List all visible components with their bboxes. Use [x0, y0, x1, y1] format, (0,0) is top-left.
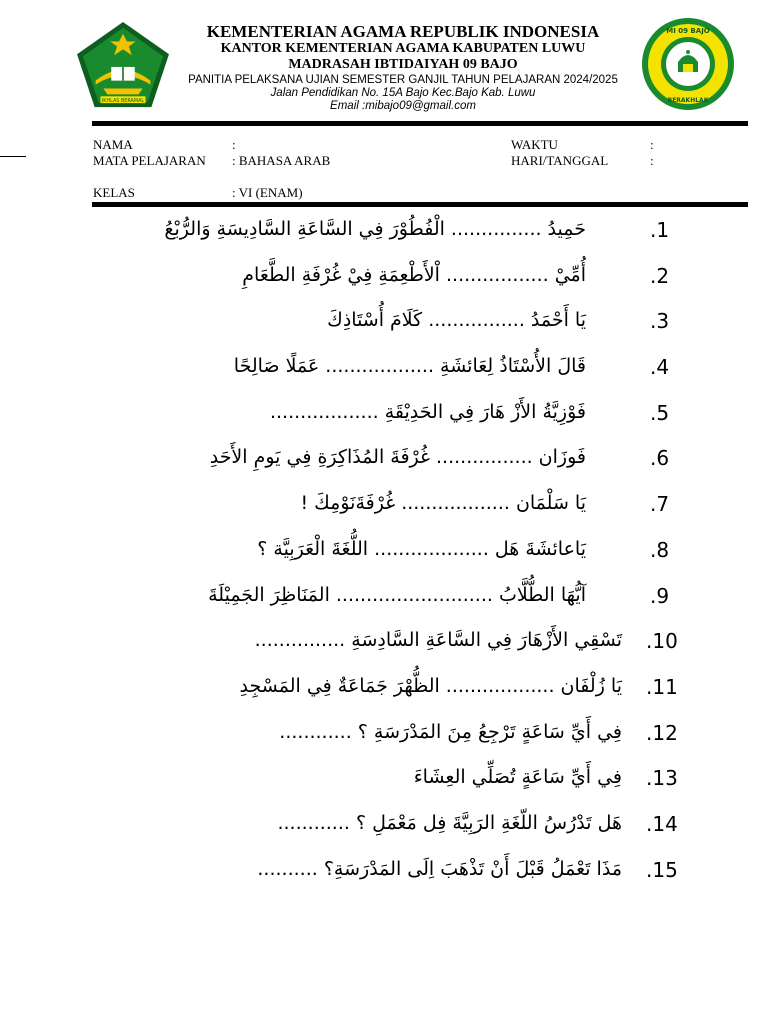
question-text: تَسْقِي الأَزْهَارَ فِي السَّاعَةِ السَّادِسَةِ ...............	[254, 629, 622, 652]
subject-value: : BAHASA ARAB	[232, 153, 331, 168]
question-text: فِي أَيِّ سَاعَةٍ تَرْجِعُ مِنَ المَدْرَسَةِ ؟ ............	[279, 720, 622, 743]
question-number: .8	[650, 537, 670, 562]
question-number: .13	[646, 766, 678, 791]
time-label: WAKTU	[511, 137, 558, 152]
question-number: .10	[646, 629, 678, 654]
question-item	[0, 301, 768, 347]
question-text: يَا سَلْمَان .................. غُرْفَةَنَوْمِكَ !	[300, 492, 586, 515]
date-label: HARI/TANGGAL	[511, 153, 609, 168]
question-number: .2	[650, 263, 670, 288]
question-item	[0, 850, 768, 896]
question-number: .7	[650, 492, 670, 517]
question-number: .12	[646, 720, 678, 745]
question-number: .6	[650, 446, 670, 471]
svg-text:MI 09 BAJO: MI 09 BAJO	[666, 27, 710, 35]
letterhead-text	[180, 22, 626, 113]
question-text: مَذَا تَعْمَلُ قَبْلَ أَنْ تَذْهَبَ اِلَى المَدْرَسَةِ؟ ..........	[257, 857, 622, 880]
question-item	[0, 484, 768, 530]
name-label: NAMA	[93, 137, 133, 152]
class-value: : VI (ENAM)	[232, 185, 303, 200]
kemenag-logo-icon	[74, 20, 172, 110]
question-number: .14	[646, 811, 678, 836]
date-field: :	[650, 153, 654, 168]
school-name: MADRASAH IBTIDAIYAH 09 BAJO	[288, 57, 518, 72]
header-divider	[92, 121, 748, 126]
question-item	[0, 758, 768, 804]
time-field: :	[650, 137, 654, 152]
subject-label: MATA PELAJARAN	[93, 153, 206, 168]
question-text: يَاعائشَةَ هَل ................... اللُّغَةَ الْعَرَبِيَّة ؟	[257, 537, 586, 560]
question-number: .3	[650, 309, 670, 334]
question-item	[0, 347, 768, 393]
question-item	[0, 667, 768, 713]
question-number: .15	[646, 857, 678, 882]
name-field: :	[232, 137, 236, 152]
school-email: Email :mibajo09@gmail.com	[330, 100, 476, 112]
ministry-title: KEMENTERIAN AGAMA REPUBLIK INDONESIA	[206, 22, 600, 41]
question-item	[0, 621, 768, 667]
class-label: KELAS	[93, 185, 135, 200]
question-text: أُمِّيْ ................. اْلأَطْعِمَةِ فِيْ غُرْفَةِ الطَّعَامِ	[242, 263, 586, 286]
question-text: حَمِيدُ ............... الْفُطُوْرَ فِي السَّاعَةِ السَّادِيسَةِ وَالرُّبْعُ	[164, 218, 586, 240]
question-text: فِي أَيِّ سَاعَةٍ تُصَلِّي العِشَاءَ	[413, 766, 622, 789]
question-item	[0, 438, 768, 484]
question-text: يَا أَحْمَدُ ................ كَلَامَ أُسْتَاذِكَ	[327, 309, 586, 332]
question-item	[0, 210, 768, 256]
question-item	[0, 256, 768, 302]
question-text: يَا زُلْفَان .................. الظُّهْرَ جَمَاعَةٌ فِي المَسْجِدِ	[239, 674, 622, 697]
question-number: .5	[650, 400, 670, 425]
question-item	[0, 713, 768, 759]
svg-text:IKHLAS BERAMAL: IKHLAS BERAMAL	[101, 98, 145, 105]
margin-line	[0, 156, 26, 157]
question-list	[0, 210, 768, 895]
question-text: هَل تَدْرُسُ اللّغَةِ الرَبِيَّةَ فِل مَعْمَلِ ؟ ............	[277, 811, 622, 834]
question-text: فَوْزِيَّةُ الأَزْ هَارَ فِي الحَدِيْقَةِ ..................	[269, 400, 586, 423]
question-item	[0, 393, 768, 439]
question-item	[0, 530, 768, 576]
school-logo-icon	[638, 16, 738, 112]
office-title: KANTOR KEMENTERIAN AGAMA KABUPATEN LUWU	[220, 41, 586, 56]
committee-title: PANITIA PELAKSANA UJIAN SEMESTER GANJIL TAHUN PELAJARAN 2024/2025	[188, 74, 618, 86]
question-text: فَوزَان ................ غُرْفَةَ المُذَاكِرَةِ فِي يَومِ الأَحَدِ	[209, 446, 586, 469]
question-number: .11	[646, 674, 678, 699]
question-text: قَالَ الأُسْتَاذُ لِعَائشَةِ .................. عَمَلًا صَالِحًا	[233, 355, 586, 378]
question-number: .4	[650, 355, 670, 380]
svg-text:BERAKHLAK: BERAKHLAK	[667, 97, 709, 104]
question-text: آيُّهَا الطُّلَّابُ .......................... المَنَاظِرَ الجَمِيْلَةَ	[208, 583, 586, 606]
letterhead	[0, 10, 768, 122]
question-number: .1	[650, 218, 670, 242]
info-divider	[92, 202, 748, 207]
question-item	[0, 804, 768, 850]
question-number: .9	[650, 583, 670, 608]
question-item	[0, 576, 768, 622]
school-address: Jalan Pendidikan No. 15A Bajo Kec.Bajo Kab. Luwu	[270, 87, 536, 99]
